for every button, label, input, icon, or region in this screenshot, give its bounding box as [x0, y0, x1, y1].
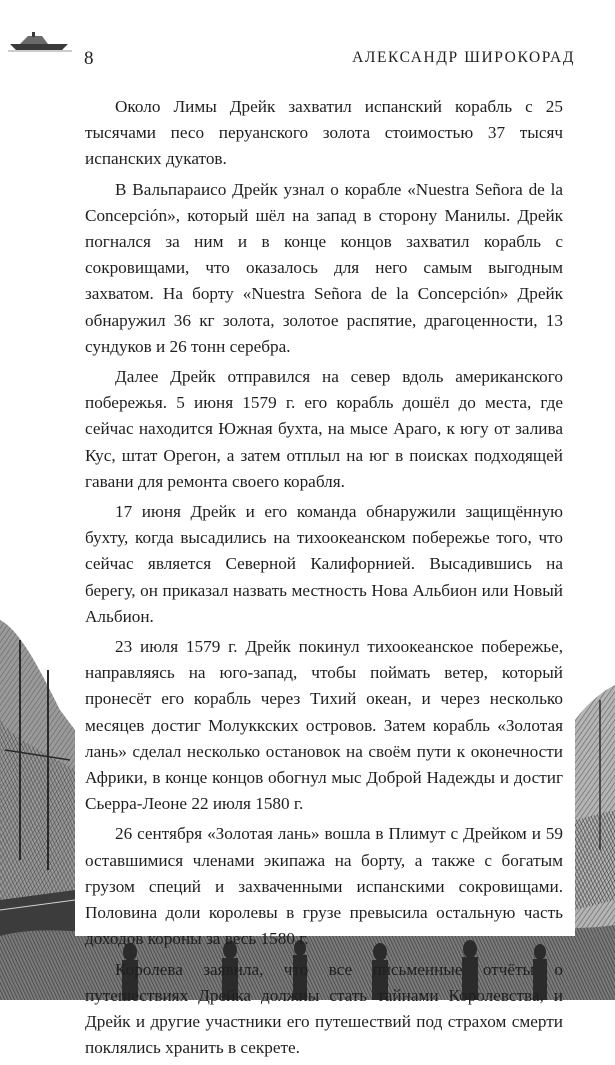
- paragraph: 26 сентября «Золотая лань» вошла в Плимут с Дрейком и 59 оставшимися членами экипажа на борту, а также с богатым грузом специй и захваченными испанскими сокровищами. Половина доли королевы в грузе превысила остальную часть доходов короны за весь 1580 г.: [85, 824, 563, 949]
- page-header: [0, 44, 615, 74]
- text-panel: [75, 86, 575, 1058]
- paragraph: В Вальпараисо Дрейк узнал о корабле «Nuestra Señora de la Concepción», который шёл на запад в сторону Манилы. Дрейк погнался за ним и в конце концов захватил корабль с сокровищами, что оказалось для него самым выгодным захватом. На борту «Nuestra Señora de la Concepción» Дрейк обнаружил 36 кг золота, золотое распятие, драгоценности, 13 сундуков и 26 тонн серебра.: [85, 179, 563, 356]
- paragraph: Далее Дрейк отправился на север вдоль американского побережья. 5 июня 1579 г. его корабль дошёл до места, где сейчас находится Южная бухта, на мысе Араго, к югу от залива Кус, штат Орегон, а затем отплыл на юг в поисках подходящей гавани для ремонта своего корабля.: [85, 367, 563, 491]
- body-text: [85, 94, 563, 1065]
- paragraph: Около Лимы Дрейк захватил испанский корабль с 25 тысячами песо перуанского золота стоимостью 37 тысяч испанских дукатов.: [85, 97, 563, 169]
- running-head-author: АЛЕКСАНДР ШИРОКОРАД: [352, 49, 575, 66]
- paragraph: 17 июня Дрейк и его команда обнаружили защищённую бухту, когда высадились на тихоокеанском побережье того, что сейчас является Северной Калифорнией. Высадившись на берегу, он приказал назвать местность Нова Альбион или Новый Альбион.: [85, 502, 563, 626]
- paragraph: 23 июля 1579 г. Дрейк покинул тихоокеанское побережье, направляясь на юго-запад, чтобы поймать ветер, который пронесёт его корабль через Тихий океан, и через несколько месяцев достиг Молуккских островов. Затем корабль «Золотая лань» сделал несколько остановок на своём пути к оконечности Африки, в конце концов обогнул мыс Доброй Надежды и достиг Сьерра-Леоне 22 июля 1580 г.: [85, 637, 563, 814]
- page-number: 8: [84, 48, 94, 69]
- paragraph: Королева заявила, что все письменные отчёты о путешествиях Дрейка должны стать тайнами Королевства, и Дрейк и другие участники его путешествий под страхом смерти поклялись хранить в секрете.: [85, 959, 563, 1058]
